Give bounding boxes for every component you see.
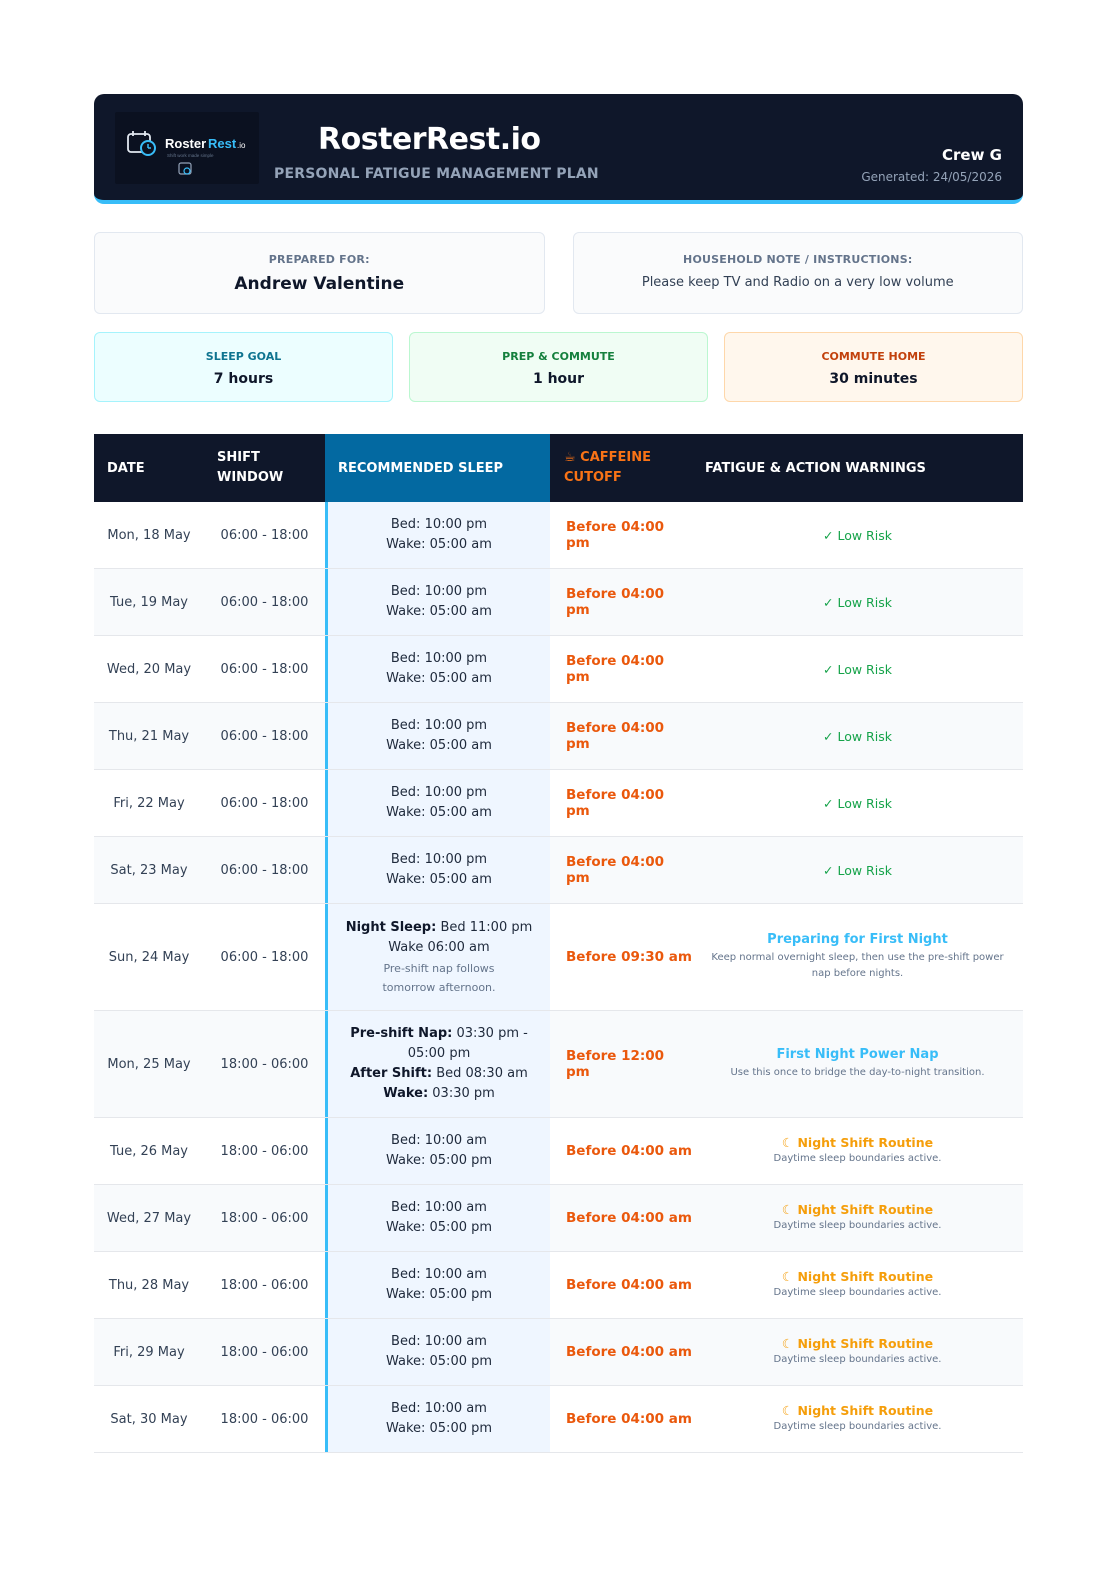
row-caffeine: Before 04:00 am bbox=[566, 1210, 692, 1226]
header-date: DATE bbox=[107, 460, 145, 476]
low-risk-badge: ✓ Low Risk bbox=[823, 795, 892, 811]
row-bed-time: Bed: 10:00 pm bbox=[390, 517, 488, 532]
row-wake-time: Wake: 05:00 pm bbox=[385, 1220, 493, 1235]
metric-cards bbox=[94, 332, 1023, 402]
prep-commute-value: 1 hour bbox=[532, 371, 585, 387]
row-after-shift bbox=[350, 1064, 528, 1084]
row-caffeine: Before 09:30 am bbox=[566, 949, 692, 965]
row-warning bbox=[692, 1319, 1023, 1385]
pre-shift-nap-end: 05:00 pm bbox=[407, 1046, 471, 1061]
logo-wordmark-c: .io bbox=[237, 141, 246, 150]
header-warnings: FATIGUE & ACTION WARNINGS bbox=[705, 460, 926, 476]
row-wake-time: Wake: 05:00 pm bbox=[385, 1153, 493, 1168]
rosterrest-logo bbox=[115, 112, 259, 184]
sleep-goal-value: 7 hours bbox=[213, 371, 274, 387]
header-caffeine-cutoff bbox=[550, 434, 692, 502]
row-caffeine: Before 04:00 am bbox=[566, 1411, 692, 1427]
generated-date: Generated: 24/05/2026 bbox=[861, 170, 1002, 184]
logo-wordmark-a: Roster bbox=[165, 136, 207, 151]
low-risk-badge: ✓ Low Risk bbox=[823, 728, 892, 744]
row-sleep bbox=[325, 569, 550, 635]
night-shift-routine-badge: ☾ Night Shift Routine bbox=[781, 1336, 934, 1351]
table-row bbox=[94, 1118, 1023, 1185]
prep-commute-card bbox=[409, 332, 708, 402]
row-shift: 06:00 - 18:00 bbox=[220, 949, 309, 965]
table-row bbox=[94, 837, 1023, 904]
row-warning bbox=[692, 1118, 1023, 1184]
low-risk-badge: ✓ Low Risk bbox=[823, 862, 892, 878]
commute-home-card bbox=[724, 332, 1023, 402]
row-warning bbox=[692, 1185, 1023, 1251]
table-row bbox=[94, 770, 1023, 837]
row-date: Sat, 23 May bbox=[110, 862, 188, 878]
pre-shift-nap-start: 03:30 pm - bbox=[452, 1026, 528, 1041]
table-row bbox=[94, 1386, 1023, 1453]
table-row bbox=[94, 636, 1023, 703]
row-bed-time: Bed: 10:00 pm bbox=[390, 785, 488, 800]
prepared-for-card bbox=[94, 232, 545, 314]
row-shift: 06:00 - 18:00 bbox=[220, 728, 309, 744]
warning-detail: Daytime sleep boundaries active. bbox=[773, 1354, 942, 1365]
table-row bbox=[94, 1252, 1023, 1319]
info-cards bbox=[94, 232, 1023, 314]
row-sleep bbox=[325, 1386, 550, 1452]
row-warning bbox=[692, 1011, 1023, 1117]
row-shift: 18:00 - 06:00 bbox=[220, 1411, 309, 1427]
low-risk-badge: ✓ Low Risk bbox=[823, 594, 892, 610]
warning-detail: Keep normal overnight sleep, then use the pre-shift power nap before nights. bbox=[711, 952, 1004, 979]
row-wake-time: Wake: 05:00 am bbox=[386, 738, 492, 753]
row-pre-shift-nap bbox=[350, 1024, 528, 1044]
row-date: Wed, 20 May bbox=[106, 661, 192, 677]
row-shift: 18:00 - 06:00 bbox=[220, 1344, 309, 1360]
table-row bbox=[94, 569, 1023, 636]
table-row bbox=[94, 502, 1023, 569]
night-sleep-bed: Bed 11:00 pm bbox=[436, 919, 533, 935]
warning-detail: Use this once to bridge the day-to-night transition. bbox=[730, 1067, 985, 1078]
row-shift: 06:00 - 18:00 bbox=[220, 594, 309, 610]
header-shift-line1: SHIFT bbox=[217, 450, 260, 465]
row-shift: 06:00 - 18:00 bbox=[220, 527, 309, 543]
row-sleep bbox=[325, 770, 550, 836]
sleep-goal-label: SLEEP GOAL bbox=[205, 350, 282, 363]
night-sleep-label: Night Sleep: bbox=[345, 919, 437, 935]
row-shift: 18:00 - 06:00 bbox=[220, 1277, 309, 1293]
prepared-for-label: PREPARED FOR: bbox=[268, 253, 370, 266]
row-warning bbox=[692, 636, 1023, 702]
row-bed-time: Bed: 10:00 pm bbox=[390, 651, 488, 666]
header-caffeine-line1: ☕ CAFFEINE bbox=[564, 450, 652, 465]
row-sleep bbox=[325, 837, 550, 903]
row-wake-time: Wake: 05:00 pm bbox=[385, 1421, 493, 1436]
warning-detail: Daytime sleep boundaries active. bbox=[773, 1421, 942, 1432]
row-sleep bbox=[325, 703, 550, 769]
after-shift-bed: Bed 08:30 am bbox=[432, 1066, 528, 1081]
table-row bbox=[94, 1011, 1023, 1118]
warning-detail: Daytime sleep boundaries active. bbox=[773, 1287, 942, 1298]
crew-label: Crew G bbox=[942, 146, 1002, 164]
household-note-card bbox=[573, 232, 1024, 314]
row-warning bbox=[692, 502, 1023, 568]
after-shift-label: After Shift: bbox=[350, 1066, 433, 1081]
header-shift-line2: WINDOW bbox=[217, 470, 284, 485]
row-warning bbox=[692, 837, 1023, 903]
row-shift: 18:00 - 06:00 bbox=[220, 1143, 309, 1159]
low-risk-badge: ✓ Low Risk bbox=[823, 661, 892, 677]
row-date: Tue, 26 May bbox=[109, 1143, 189, 1159]
row-sleep bbox=[325, 1252, 550, 1318]
header-shift-window bbox=[204, 434, 325, 502]
row-caffeine: Before 04:00 pm bbox=[566, 653, 665, 685]
row-bed-time: Bed: 10:00 pm bbox=[390, 852, 488, 867]
row-caffeine: Before 04:00 pm bbox=[566, 787, 665, 819]
row-sleep bbox=[325, 502, 550, 568]
row-date: Thu, 28 May bbox=[108, 1277, 190, 1293]
household-note-label: HOUSEHOLD NOTE / INSTRUCTIONS: bbox=[683, 253, 913, 266]
row-shift: 18:00 - 06:00 bbox=[220, 1056, 309, 1072]
row-bed-time: Bed: 10:00 am bbox=[391, 1401, 487, 1416]
first-night-power-nap-badge: First Night Power Nap bbox=[776, 1047, 939, 1062]
row-date: Sun, 24 May bbox=[108, 949, 190, 965]
prepared-for-name: Andrew Valentine bbox=[234, 274, 405, 294]
row-date: Fri, 22 May bbox=[113, 795, 185, 811]
row-warning bbox=[692, 569, 1023, 635]
wake-time: 03:30 pm bbox=[428, 1086, 495, 1101]
row-date: Mon, 18 May bbox=[107, 527, 191, 543]
row-shift: 06:00 - 18:00 bbox=[220, 862, 309, 878]
row-warning bbox=[692, 770, 1023, 836]
row-wake-time: Wake: 05:00 am bbox=[386, 537, 492, 552]
warning-detail: Daytime sleep boundaries active. bbox=[773, 1220, 942, 1231]
row-bed-time: Bed: 10:00 am bbox=[391, 1334, 487, 1349]
commute-home-value: 30 minutes bbox=[829, 371, 918, 387]
night-shift-routine-badge: ☾ Night Shift Routine bbox=[781, 1403, 934, 1418]
night-shift-routine-badge: ☾ Night Shift Routine bbox=[781, 1269, 934, 1284]
row-wake-time: Wake: 05:00 am bbox=[386, 604, 492, 619]
row-warning bbox=[692, 904, 1023, 1010]
pre-shift-nap-label: Pre-shift Nap: bbox=[350, 1026, 453, 1041]
row-date: Thu, 21 May bbox=[108, 728, 190, 744]
row-wake-time: Wake: 05:00 am bbox=[386, 671, 492, 686]
night-shift-routine-badge: ☾ Night Shift Routine bbox=[781, 1202, 934, 1217]
row-bed-time: Bed: 10:00 pm bbox=[390, 718, 488, 733]
fatigue-plan-page bbox=[94, 94, 1023, 1453]
table-row bbox=[94, 1319, 1023, 1386]
household-note-text: Please keep TV and Radio on a very low volume bbox=[641, 275, 954, 290]
table-header bbox=[94, 434, 1023, 502]
row-sleep bbox=[325, 904, 550, 1010]
table-row bbox=[94, 703, 1023, 770]
schedule-table bbox=[94, 434, 1023, 1453]
table-row bbox=[94, 904, 1023, 1011]
table-row bbox=[94, 1185, 1023, 1252]
row-shift: 06:00 - 18:00 bbox=[220, 661, 309, 677]
row-sleep bbox=[325, 636, 550, 702]
row-bed-time: Bed: 10:00 am bbox=[391, 1133, 487, 1148]
sleep-goal-card bbox=[94, 332, 393, 402]
row-caffeine: Before 04:00 am bbox=[566, 1277, 692, 1293]
row-sleep bbox=[325, 1185, 550, 1251]
row-date: Fri, 29 May bbox=[113, 1344, 185, 1360]
logo-tagline: Shift work made simple bbox=[167, 153, 214, 158]
row-wake-time: Wake: 05:00 pm bbox=[385, 1354, 493, 1369]
row-sleep bbox=[325, 1011, 550, 1117]
row-shift: 18:00 - 06:00 bbox=[220, 1210, 309, 1226]
header-recommended-sleep: RECOMMENDED SLEEP bbox=[325, 434, 550, 502]
row-bed-time: Bed: 10:00 am bbox=[391, 1267, 487, 1282]
row-date: Tue, 19 May bbox=[109, 594, 189, 610]
row-caffeine: Before 04:00 pm bbox=[566, 519, 665, 551]
preparing-first-night-badge: Preparing for First Night bbox=[767, 932, 948, 947]
low-risk-badge: ✓ Low Risk bbox=[823, 527, 892, 543]
row-caffeine: Before 12:00 pm bbox=[566, 1048, 665, 1080]
row-caffeine: Before 04:00 am bbox=[566, 1143, 692, 1159]
row-warning bbox=[692, 703, 1023, 769]
row-wake bbox=[383, 1084, 495, 1104]
row-wake-time: Wake: 05:00 am bbox=[386, 805, 492, 820]
row-caffeine: Before 04:00 pm bbox=[566, 720, 665, 752]
row-wake-time: Wake: 05:00 pm bbox=[385, 1287, 493, 1302]
warning-detail: Daytime sleep boundaries active. bbox=[773, 1153, 942, 1164]
brand-title: RosterRest.io bbox=[318, 122, 541, 157]
row-night-sleep bbox=[346, 918, 533, 938]
row-date: Mon, 25 May bbox=[107, 1056, 191, 1072]
row-wake-time: Wake: 05:00 am bbox=[386, 872, 492, 887]
night-shift-routine-badge: ☾ Night Shift Routine bbox=[781, 1135, 934, 1150]
row-caffeine: Before 04:00 pm bbox=[566, 586, 665, 618]
row-date: Wed, 27 May bbox=[106, 1210, 192, 1226]
wake-label: Wake: bbox=[383, 1086, 429, 1101]
row-wake-time: Wake 06:00 am bbox=[388, 939, 490, 955]
prep-commute-label: PREP & COMMUTE bbox=[502, 350, 615, 363]
row-warning bbox=[692, 1252, 1023, 1318]
row-sleep bbox=[325, 1118, 550, 1184]
report-header bbox=[94, 94, 1023, 204]
header-caffeine-line2: CUTOFF bbox=[564, 470, 622, 485]
row-bed-time: Bed: 10:00 am bbox=[391, 1200, 487, 1215]
row-sleep-note: Pre-shift nap follows tomorrow afternoon. bbox=[382, 961, 496, 994]
commute-home-label: COMMUTE HOME bbox=[821, 350, 926, 363]
row-bed-time: Bed: 10:00 pm bbox=[390, 584, 488, 599]
row-warning bbox=[692, 1386, 1023, 1452]
row-shift: 06:00 - 18:00 bbox=[220, 795, 309, 811]
plan-subtitle: PERSONAL FATIGUE MANAGEMENT PLAN bbox=[274, 166, 599, 182]
row-sleep bbox=[325, 1319, 550, 1385]
logo-wordmark-b: Rest bbox=[208, 136, 237, 151]
row-date: Sat, 30 May bbox=[110, 1411, 188, 1427]
row-caffeine: Before 04:00 am bbox=[566, 1344, 692, 1360]
row-caffeine: Before 04:00 pm bbox=[566, 854, 665, 886]
